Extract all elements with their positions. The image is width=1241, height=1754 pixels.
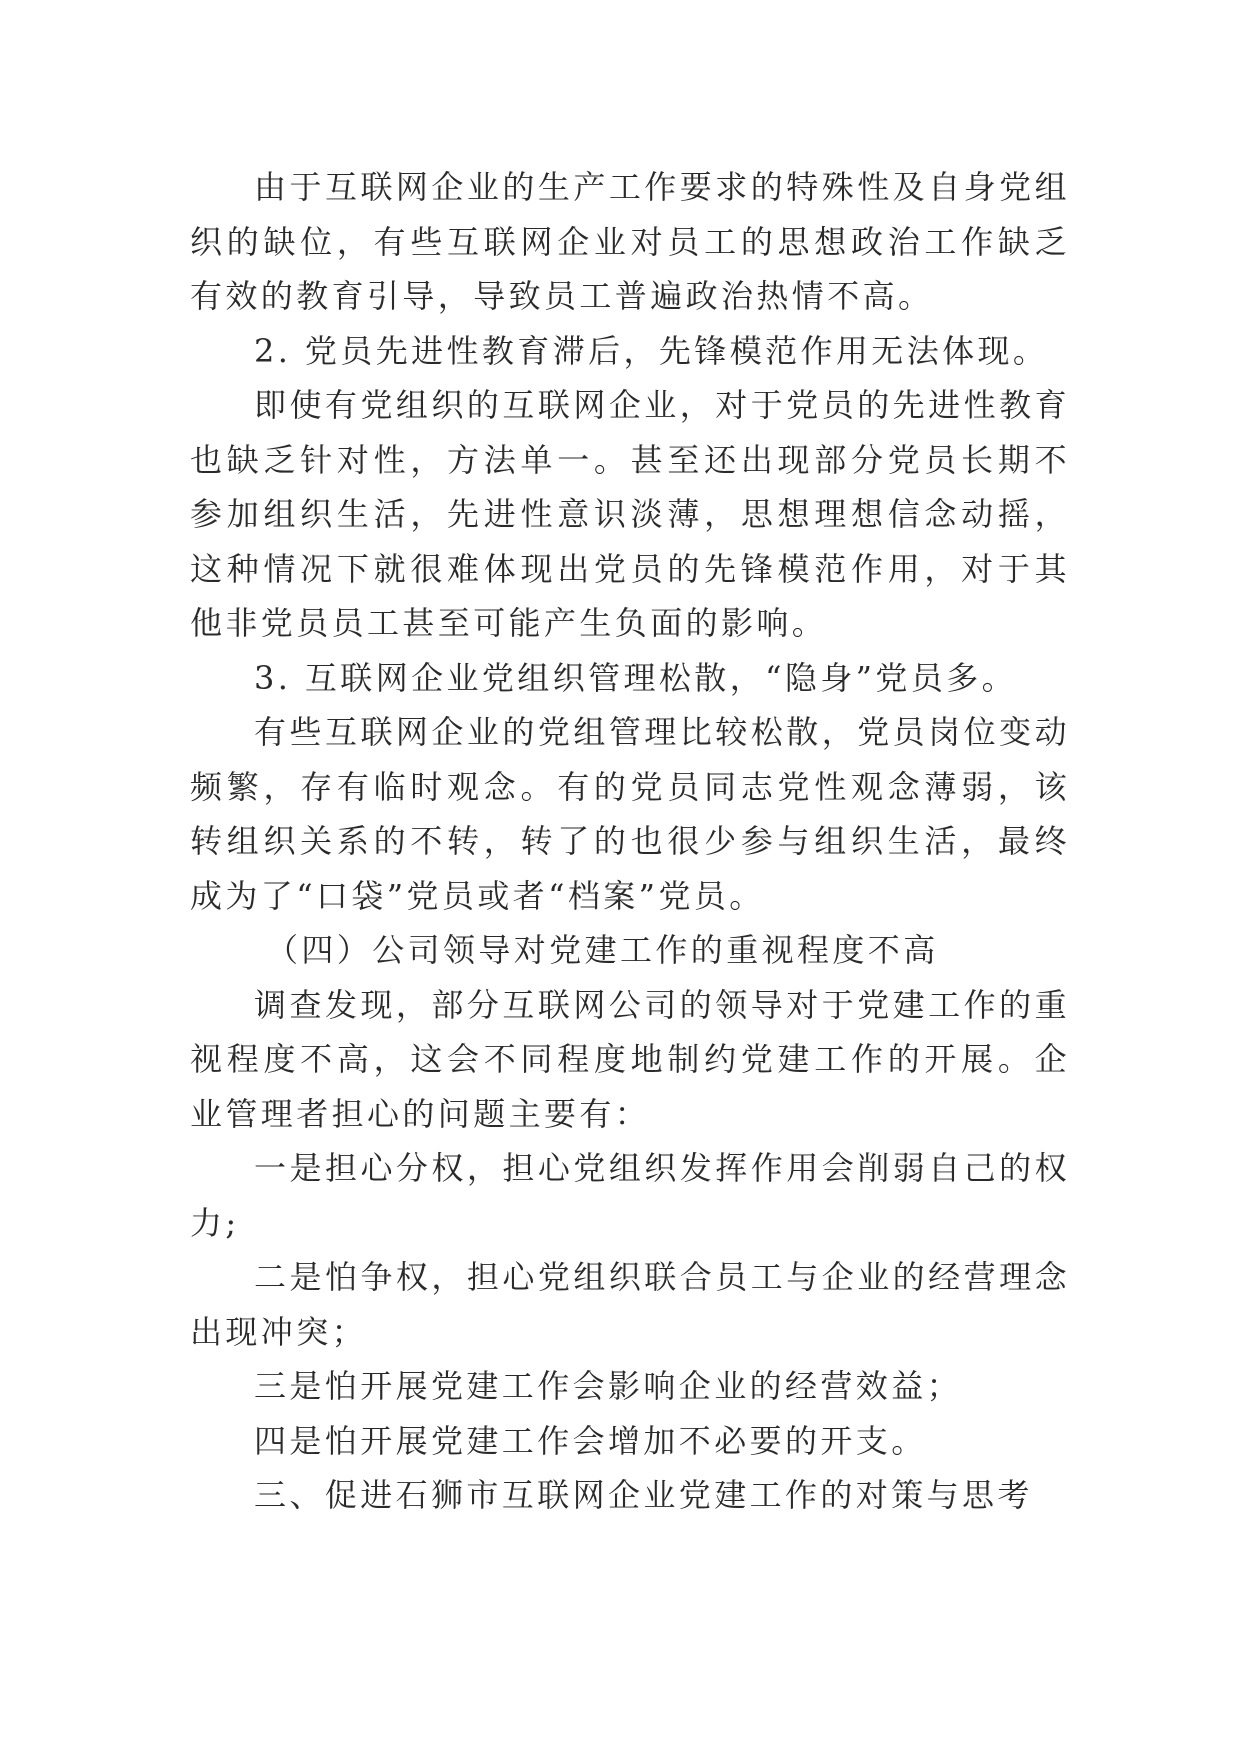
paragraph-political-education: 由于互联网企业的生产工作要求的特殊性及自身党组织的缺位，有些互联网企业对员工的思想政治工作缺乏有效的教育引导，导致员工普遍政治热情不高。 — [190, 168, 1070, 315]
subheading-party-member-education: 2. 党员先进性教育滞后，先锋模范作用无法体现。 — [254, 331, 1049, 370]
paragraph-party-member-education: 即使有党组织的互联网企业，对于党员的先进性教育也缺乏针对性，方法单一。甚至还出现部分党员长期不参加组织生活，先进性意识淡薄，思想理想信念动摇，这种情况下就很难体现出党员的先锋模范作用，对于其他非党员员工甚至可能产生负面的影响。 — [190, 386, 1070, 642]
list-item-concern-1: 一是担心分权，担心党组织发挥作用会削弱自己的权力; — [190, 1149, 1070, 1242]
list-item-concern-4: 四是怕开展党建工作会增加不必要的开支。 — [254, 1421, 927, 1460]
list-item-concern-3: 三是怕开展党建工作会影响企业的经营效益； — [254, 1367, 963, 1405]
document-body — [190, 160, 1070, 1523]
subheading-loose-management: 3. 互联网企业党组织管理松散，“隐身”党员多。 — [254, 658, 1018, 697]
paragraph-loose-management: 有些互联网企业的党组管理比较松散，党员岗位变动频繁，存有临时观念。有的党员同志党性观念薄弱，该转组织关系的不转，转了的也很少参与组织生活，最终成为了“口袋”党员或者“档案”党员。 — [190, 713, 1070, 915]
chapter-heading-countermeasures: 三、促进石狮市互联网企业党建工作的对策与思考 — [254, 1476, 1033, 1514]
list-item-concern-2: 二是怕争权，担心党组织联合员工与企业的经营理念出现冲突； — [190, 1258, 1070, 1351]
section-heading-leadership: （四）公司领导对党建工作的重视程度不高 — [266, 931, 939, 969]
paragraph-leadership-survey: 调查发现，部分互联网公司的领导对于党建工作的重视程度不高，这会不同程度地制约党建工作的开展。企业管理者担心的问题主要有： — [190, 985, 1070, 1133]
